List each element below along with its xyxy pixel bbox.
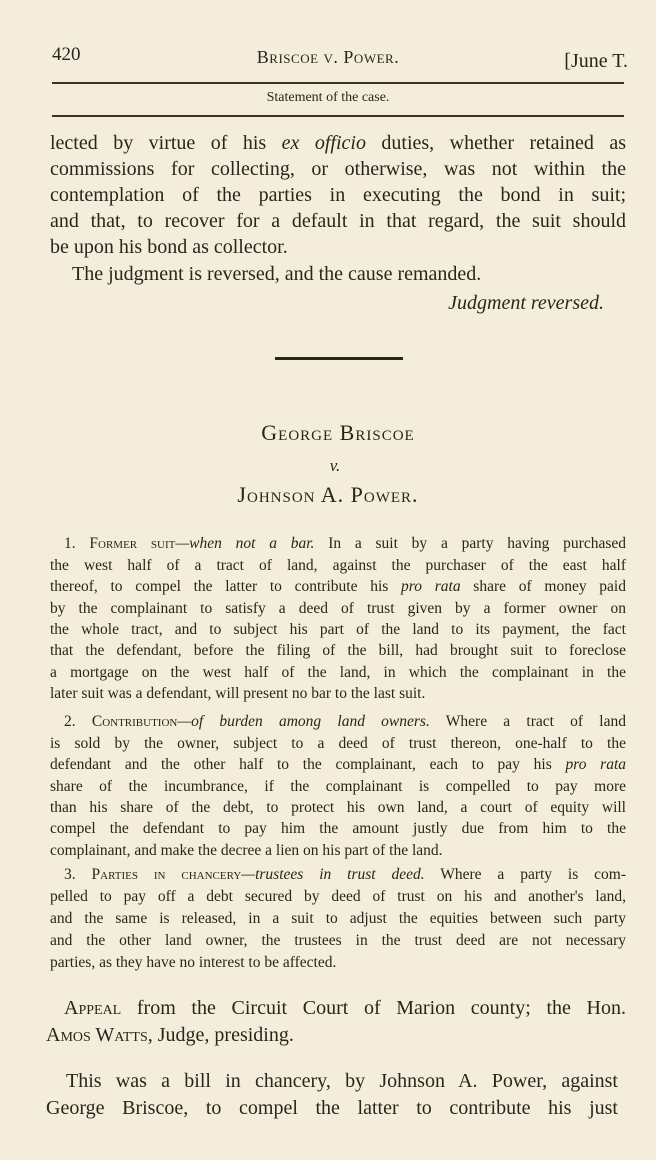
subheader-rule [52,115,624,117]
text-line: than his share of the debt, to protect his own land, a court of equity will [50,799,626,816]
running-title: Briscoe v. Power. [256,47,400,67]
appeal-line [46,1024,294,1047]
text-segment: thereof, to compel the latter to contribute his [50,578,402,595]
italic-phrase: ex officio [281,132,366,154]
text-segment: defendant and the other half to the complainant, each to pay his [50,756,566,773]
syllabus-heading-line [64,535,626,553]
case-plaintiff: George Briscoe [261,420,415,445]
text-line: be upon his bond as collector. [50,236,288,258]
appeal-word: Appeal [64,997,122,1019]
text-line: compel the defendant to pay him the amount justly due from him to the [50,820,626,837]
text-line: by the complainant to satisfy a deed of trust given by a former owner on [50,600,626,617]
text-line [50,578,626,596]
text-line [50,132,626,155]
syllabus-subheading: —when not a bar. [175,535,315,552]
case-defendant: Johnson A. Power. [237,482,419,507]
text-segment: duties, whether retained as [365,132,626,154]
text-line: pelled to pay off a debt secured by deed of trust on his and another's land, [50,888,626,905]
italic-phrase: pro rata [401,578,461,595]
text-line: commissions for collecting, or otherwise, was not within the [50,158,626,180]
text-line: a mortgage on the west half of the land, in which the complainant in the [50,664,626,681]
text-segment: from the Circuit Court of Marion county; the Hon. [121,997,626,1019]
syllabus-heading-line [64,713,626,731]
case-versus: v. [329,456,341,475]
text-segment: In a suit by a party having purchased [314,535,627,552]
text-line: share of the incumbrance, if the complainant is compelled to pay more [50,778,626,795]
header-rule [52,82,624,84]
text-line: George Briscoe, to compel the latter to contribute his just [46,1097,618,1119]
page-number: 420 [52,44,81,65]
text-line: This was a bill in chancery, by Johnson A. Power, against [66,1070,618,1092]
text-segment: lected by virtue of his [50,132,282,154]
section-subheader: Statement of the case. [266,90,390,105]
text-line: complainant, and make the decree a lien on his part of the land. [50,842,443,859]
text-line: and that, to recover for a default in that regard, the suit should [50,210,626,232]
text-line: the whole tract, and to subject his part of the land to its payment, the fact [50,621,626,638]
text-segment: Where a party is com- [424,866,627,883]
text-line: parties, as they have no interest to be affected. [50,954,337,971]
text-line: the west half of a tract of land, against the purchaser of the east half [50,557,626,574]
text-line: contemplation of the parties in executing the bond in suit; [50,184,626,206]
text-line: and the other land owner, the trustees in the trust deed are not necessary [50,932,626,949]
syllabus-number: 2. [64,713,76,730]
syllabus-number: 3. [64,866,76,883]
syllabus-heading: Parties in chancery [91,866,242,883]
text-line: that the defendant, before the filing of the bill, had brought suit to foreclose [50,642,626,659]
text-line [50,756,626,774]
appeal-line [64,997,626,1020]
syllabus-heading-line [64,866,626,884]
syllabus-number: 1. [64,535,76,552]
syllabus-subheading: —trustees in trust deed. [241,866,425,883]
text-line: later suit was a defendant, will present no bar to the last suit. [50,685,426,702]
italic-phrase: pro rata [565,756,627,773]
text-segment: Where a tract of land [429,713,626,730]
text-line: and the same is released, in a suit to adjust the equities between such party [50,910,626,927]
text-line: is sold by the owner, subject to a deed of trust thereon, one-half to the [50,735,626,752]
judgment-text: The judgment is reversed, and the cause remanded. [72,263,482,285]
judge-name: Amos Watts [46,1024,148,1046]
syllabus-heading: Contribution [91,713,178,730]
syllabus-heading: Former suit [89,535,176,552]
judgment-label: Judgment reversed. [448,292,604,314]
text-segment: , Judge, presiding. [147,1024,294,1046]
section-separator [275,357,403,360]
text-segment: share of money paid [460,578,626,595]
syllabus-subheading: —of burden among land owners. [177,713,430,730]
term-label: [June T. [564,50,628,72]
